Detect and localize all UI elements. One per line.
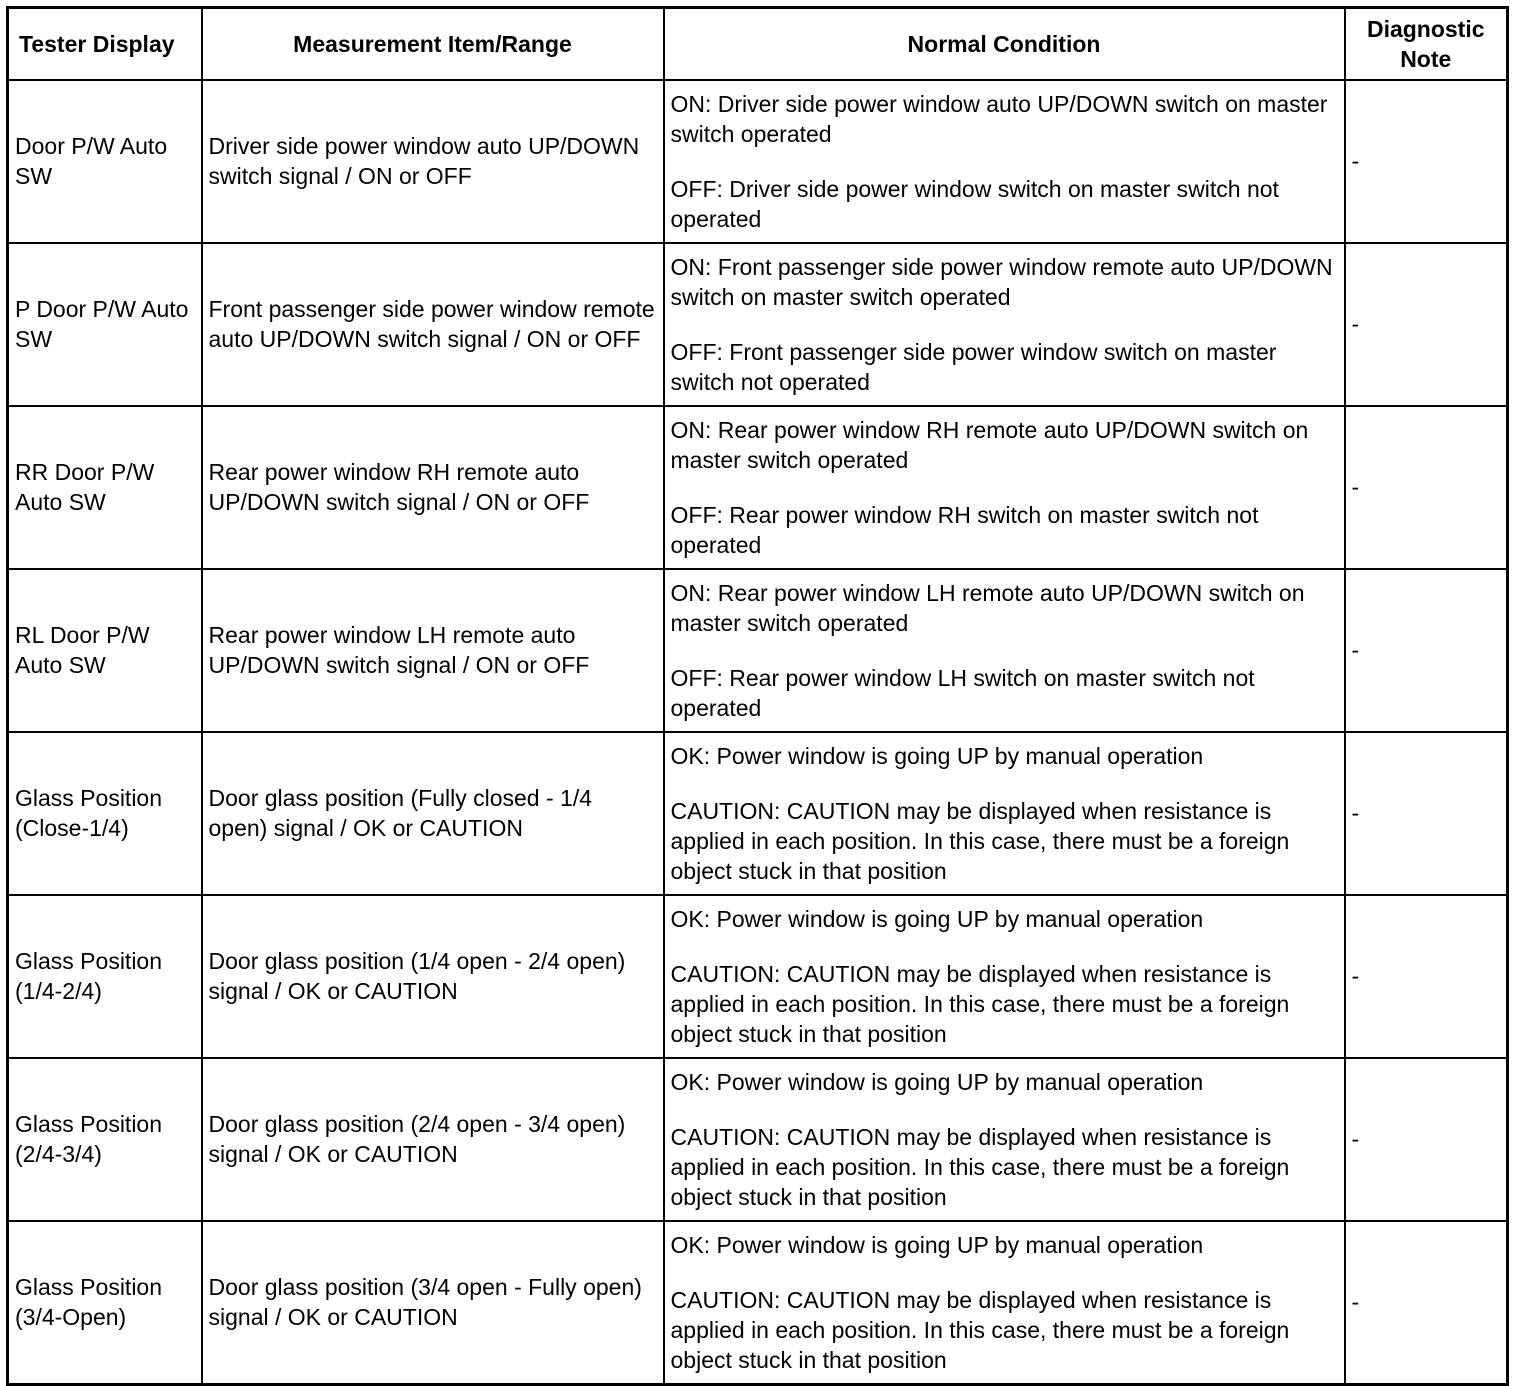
measurement-item-cell: Door glass position (2/4 open - 3/4 open) signal / OK or CAUTION [202, 1058, 664, 1221]
tester-display-cell: Glass Position (2/4-3/4) [8, 1058, 202, 1221]
condition-line: OK: Power window is going UP by manual operation [670, 1231, 1204, 1258]
condition-line: OK: Power window is going UP by manual operation [670, 742, 1204, 769]
measurement-item-cell: Front passenger side power window remote auto UP/DOWN switch signal / ON or OFF [202, 243, 664, 406]
normal-condition-cell [664, 895, 1345, 1058]
normal-condition-cell [664, 406, 1345, 569]
measurement-item-cell: Door glass position (Fully closed - 1/4 open) signal / OK or CAUTION [202, 732, 664, 895]
tester-display-cell: P Door P/W Auto SW [8, 243, 202, 406]
diagnostic-note-cell: - [1345, 1058, 1508, 1221]
measurement-item-cell: Rear power window RH remote auto UP/DOWN switch signal / ON or OFF [202, 406, 664, 569]
header-diagnostic-note: Diagnostic Note [1345, 8, 1508, 80]
condition-line: CAUTION: CAUTION may be displayed when resistance is applied in each position. In this case, there must be a foreign object stuck in that position [670, 1286, 1290, 1373]
header-row [8, 8, 1508, 80]
condition-line: OFF: Rear power window LH switch on master switch not operated [670, 664, 1255, 721]
measurement-item-cell: Door glass position (1/4 open - 2/4 open) signal / OK or CAUTION [202, 895, 664, 1058]
diagnostic-note-cell: - [1345, 243, 1508, 406]
tester-display-cell: Glass Position (1/4-2/4) [8, 895, 202, 1058]
tester-display-cell: Glass Position (Close-1/4) [8, 732, 202, 895]
header-normal-condition: Normal Condition [664, 8, 1345, 80]
tester-display-cell: Door P/W Auto SW [8, 80, 202, 243]
table-header [8, 8, 1508, 80]
normal-condition-cell [664, 243, 1345, 406]
normal-condition-cell [664, 1058, 1345, 1221]
condition-line: ON: Rear power window RH remote auto UP/DOWN switch on master switch operated [670, 416, 1309, 473]
table-row [8, 895, 1508, 1058]
normal-condition-cell [664, 732, 1345, 895]
condition-line: CAUTION: CAUTION may be displayed when resistance is applied in each position. In this case, there must be a foreign object stuck in that position [670, 960, 1290, 1047]
condition-line: OFF: Front passenger side power window switch on master switch not operated [670, 338, 1277, 395]
diagnostic-note-cell: - [1345, 732, 1508, 895]
diagnostic-note-cell: - [1345, 406, 1508, 569]
condition-line: ON: Rear power window LH remote auto UP/DOWN switch on master switch operated [670, 579, 1305, 636]
condition-line: OK: Power window is going UP by manual operation [670, 905, 1204, 932]
normal-condition-cell [664, 80, 1345, 243]
diagnostic-data-table [6, 6, 1509, 1386]
condition-line: ON: Front passenger side power window remote auto UP/DOWN switch on master switch operated [670, 253, 1333, 310]
diagnostic-note-cell: - [1345, 1221, 1508, 1385]
table-row [8, 80, 1508, 243]
condition-line: OK: Power window is going UP by manual operation [670, 1068, 1204, 1095]
diagnostic-note-cell: - [1345, 895, 1508, 1058]
measurement-item-cell: Driver side power window auto UP/DOWN switch signal / ON or OFF [202, 80, 664, 243]
table-row [8, 1221, 1508, 1385]
table-row [8, 732, 1508, 895]
measurement-item-cell: Door glass position (3/4 open - Fully open) signal / OK or CAUTION [202, 1221, 664, 1385]
condition-line: OFF: Driver side power window switch on master switch not operated [670, 175, 1279, 232]
condition-line: ON: Driver side power window auto UP/DOWN switch on master switch operated [670, 90, 1328, 147]
tester-display-cell: Glass Position (3/4-Open) [8, 1221, 202, 1385]
condition-line: CAUTION: CAUTION may be displayed when resistance is applied in each position. In this case, there must be a foreign object stuck in that position [670, 1123, 1290, 1210]
tester-display-cell: RR Door P/W Auto SW [8, 406, 202, 569]
table-row [8, 243, 1508, 406]
measurement-item-cell: Rear power window LH remote auto UP/DOWN switch signal / ON or OFF [202, 569, 664, 732]
normal-condition-cell [664, 569, 1345, 732]
diagnostic-note-cell: - [1345, 80, 1508, 243]
normal-condition-cell [664, 1221, 1345, 1385]
header-measurement-item: Measurement Item/Range [202, 8, 664, 80]
table-row [8, 1058, 1508, 1221]
tester-display-cell: RL Door P/W Auto SW [8, 569, 202, 732]
condition-line: OFF: Rear power window RH switch on master switch not operated [670, 501, 1259, 558]
table-row [8, 406, 1508, 569]
diagnostic-note-cell: - [1345, 569, 1508, 732]
header-tester-display: Tester Display [8, 8, 202, 80]
table-row [8, 569, 1508, 732]
table-body [8, 80, 1508, 1385]
condition-line: CAUTION: CAUTION may be displayed when resistance is applied in each position. In this case, there must be a foreign object stuck in that position [670, 797, 1290, 884]
